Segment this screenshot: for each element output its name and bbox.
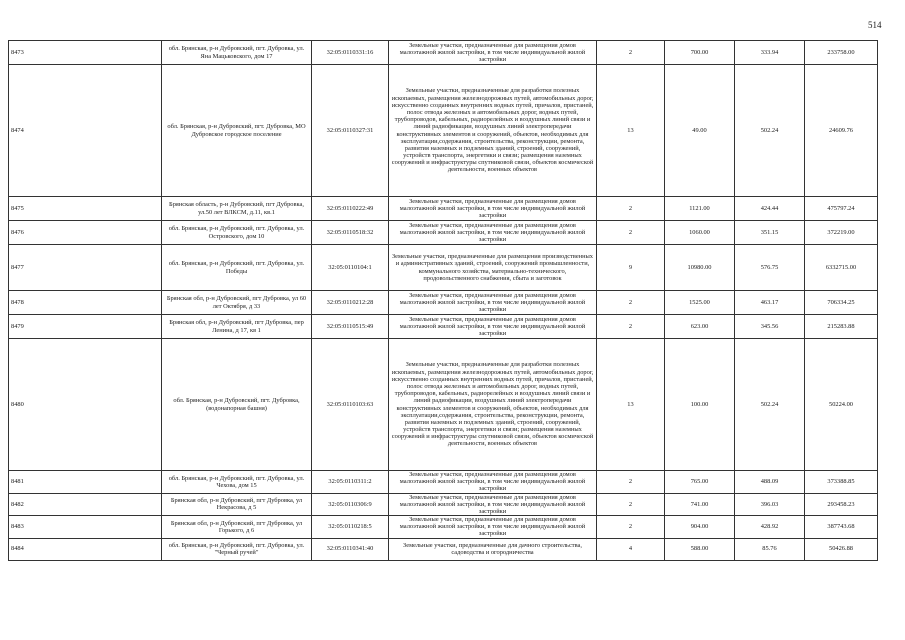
row-group: 2 xyxy=(597,41,665,65)
row-cadastral-number: 32:05:0110515:49 xyxy=(312,315,389,339)
table-row xyxy=(9,291,878,315)
row-cadastral-number: 32:05:0110306:9 xyxy=(312,493,389,516)
row-address: обл. Брянская, р-н Дубровский, пгт. Дубровка, МО Дубровское городское поселение xyxy=(162,65,312,197)
row-specific-value: 396.03 xyxy=(735,493,805,516)
row-specific-value: 576.75 xyxy=(735,245,805,291)
row-group: 2 xyxy=(597,221,665,245)
row-cadastral-number: 32:05:0110311:2 xyxy=(312,471,389,494)
row-address: обл. Брянская, р-н Дубровский, пгт. Дубровка, ул. Чехова, дом 15 xyxy=(162,471,312,494)
row-number: 8481 xyxy=(9,471,162,494)
row-permitted-use: Земельные участки, предназначенные для размещения домов малоэтажной жилой застройки, в том числе индивидуальной жилой застройки xyxy=(389,221,597,245)
row-address: Брянская обл, р-н Дубровский, пгт Дубровка, ул 60 лет Октября, д 33 xyxy=(162,291,312,315)
row-cadastral-value: 215283.88 xyxy=(805,315,878,339)
table-row xyxy=(9,245,878,291)
row-number: 8476 xyxy=(9,221,162,245)
row-area: 49.00 xyxy=(665,65,735,197)
row-address: Брянская обл, р-н Дубровский, пгт Дубровка, ул Горького, д 6 xyxy=(162,516,312,539)
row-group: 2 xyxy=(597,315,665,339)
row-cadastral-number: 32:05:0110331:16 xyxy=(312,41,389,65)
row-cadastral-number: 32:05:0110327:31 xyxy=(312,65,389,197)
row-number: 8478 xyxy=(9,291,162,315)
row-cadastral-value: 387743.68 xyxy=(805,516,878,539)
row-group: 13 xyxy=(597,65,665,197)
row-permitted-use: Земельные участки, предназначенные для дачного строительства, садоводства и огородничества xyxy=(389,538,597,560)
row-group: 2 xyxy=(597,471,665,494)
table-row xyxy=(9,471,878,494)
row-permitted-use: Земельные участки, предназначенные для размещения домов малоэтажной жилой застройки, в том числе индивидуальной жилой застройки xyxy=(389,315,597,339)
table-body xyxy=(9,41,878,561)
row-cadastral-value: 6332715.00 xyxy=(805,245,878,291)
row-address: Брянская область, р-н Дубровский, пгт Дубровка, ул.50 лет ВЛКСМ, д.11, кв.1 xyxy=(162,197,312,221)
row-cadastral-value: 50426.88 xyxy=(805,538,878,560)
row-group: 9 xyxy=(597,245,665,291)
row-number: 8479 xyxy=(9,315,162,339)
row-address: обл. Брянская, р-н Дубровский, пгт. Дубровка, ул. Яна Мацьковского, дом 17 xyxy=(162,41,312,65)
row-cadastral-number: 32:05:0110341:40 xyxy=(312,538,389,560)
table-row xyxy=(9,65,878,197)
row-cadastral-value: 24609.76 xyxy=(805,65,878,197)
row-number: 8473 xyxy=(9,41,162,65)
row-permitted-use: Земельные участки, предназначенные для разработки полезных ископаемых, размещения железнодорожных путей, автомобильных дорог, искусственно созданных внутренних водных путей, причалов, пристаней, полос отвода железных и автомобильных дорог, водных путей, трубопроводов, кабельных, радиорелейных и воздушных линий связи и линий радиофикации, воздушных линий электропередачи конструктивных элементов и сооружений, объектов, необходимых для эксплуатации,содержания, строительства, реконструкции, ремонта, развития наземных и подземных зданий, строений, сооружений, устройств транспорта, энергетики и связи; размещения наземных сооружений и инфраструктуры спутниковой связи, объектов космической деятельности, военных объектов xyxy=(389,65,597,197)
row-area: 10980.00 xyxy=(665,245,735,291)
row-cadastral-value: 372219.00 xyxy=(805,221,878,245)
row-group: 4 xyxy=(597,538,665,560)
row-area: 100.00 xyxy=(665,339,735,471)
row-cadastral-value: 706334.25 xyxy=(805,291,878,315)
row-area: 1525.00 xyxy=(665,291,735,315)
row-specific-value: 463.17 xyxy=(735,291,805,315)
cadastral-value-table xyxy=(8,40,878,561)
row-area: 765.00 xyxy=(665,471,735,494)
row-group: 2 xyxy=(597,291,665,315)
row-permitted-use: Земельные участки, предназначенные для размещения домов малоэтажной жилой застройки, в том числе индивидуальной жилой застройки xyxy=(389,41,597,65)
row-area: 700.00 xyxy=(665,41,735,65)
row-specific-value: 85.76 xyxy=(735,538,805,560)
table-row xyxy=(9,538,878,560)
row-number: 8484 xyxy=(9,538,162,560)
table-row xyxy=(9,41,878,65)
row-group: 2 xyxy=(597,516,665,539)
row-specific-value: 502.24 xyxy=(735,339,805,471)
row-specific-value: 502.24 xyxy=(735,65,805,197)
row-specific-value: 333.94 xyxy=(735,41,805,65)
row-permitted-use: Земельные участки, предназначенные для размещения домов малоэтажной жилой застройки, в том числе индивидуальной жилой застройки xyxy=(389,493,597,516)
row-cadastral-number: 32:05:0110218:5 xyxy=(312,516,389,539)
row-number: 8475 xyxy=(9,197,162,221)
row-cadastral-value: 373388.85 xyxy=(805,471,878,494)
row-cadastral-value: 233758.00 xyxy=(805,41,878,65)
table-row xyxy=(9,221,878,245)
row-cadastral-value: 50224.00 xyxy=(805,339,878,471)
row-cadastral-value: 475797.24 xyxy=(805,197,878,221)
row-cadastral-number: 32:05:0110103:63 xyxy=(312,339,389,471)
row-area: 1121.00 xyxy=(665,197,735,221)
row-address: обл. Брянская, р-н Дубровский, пгт. Дубровка, ул. Островского, дом 10 xyxy=(162,221,312,245)
row-permitted-use: Земельные участки, предназначенные для размещения домов малоэтажной жилой застройки, в том числе индивидуальной жилой застройки xyxy=(389,197,597,221)
row-address: обл. Брянская, р-н Дубровский, пгт. Дубровка, ул. Победы xyxy=(162,245,312,291)
row-group: 2 xyxy=(597,197,665,221)
row-cadastral-value: 293458.23 xyxy=(805,493,878,516)
row-specific-value: 424.44 xyxy=(735,197,805,221)
row-area: 588.00 xyxy=(665,538,735,560)
row-area: 1060.00 xyxy=(665,221,735,245)
row-permitted-use: Земельные участки, предназначенные для размещения производственных и административных зданий, строений, сооружений промышленности, коммунального хозяйства, материально-технического, продовольственного снабжения, сбыта и заготовок xyxy=(389,245,597,291)
row-area: 623.00 xyxy=(665,315,735,339)
table-row xyxy=(9,197,878,221)
row-address: обл. Брянская, р-н Дубровский, пгт. Дубровка, (водонапорная башня) xyxy=(162,339,312,471)
row-group: 13 xyxy=(597,339,665,471)
row-specific-value: 428.92 xyxy=(735,516,805,539)
row-number: 8482 xyxy=(9,493,162,516)
row-specific-value: 351.15 xyxy=(735,221,805,245)
row-group: 2 xyxy=(597,493,665,516)
row-area: 741.00 xyxy=(665,493,735,516)
row-permitted-use: Земельные участки, предназначенные для размещения домов малоэтажной жилой застройки, в том числе индивидуальной жилой застройки xyxy=(389,471,597,494)
row-number: 8480 xyxy=(9,339,162,471)
table-row xyxy=(9,339,878,471)
row-number: 8483 xyxy=(9,516,162,539)
row-number: 8474 xyxy=(9,65,162,197)
row-cadastral-number: 32:05:0110222:49 xyxy=(312,197,389,221)
row-address: Брянская обл, р-н Дубровский, пгт Дубровка, ул Некрасова, д 5 xyxy=(162,493,312,516)
row-permitted-use: Земельные участки, предназначенные для разработки полезных ископаемых, размещения железнодорожных путей, автомобильных дорог, искусственно созданных внутренних водных путей, причалов, пристаней, полос отвода железных и автомобильных дорог, водных путей, трубопроводов, кабельных, радиорелейных и воздушных линий связи и линий радиофикации, воздушных линий электропередачи конструктивных элементов и сооружений, объектов, необходимых для эксплуатации,содержания, строительства, реконструкции, ремонта, развития наземных и подземных зданий, строений, сооружений, устройств транспорта, энергетики и связи; размещения наземных сооружений и инфраструктуры спутниковой связи, объектов космической деятельности, военных объектов xyxy=(389,339,597,471)
row-address: Брянская обл, р-н Дубровский, пгт Дубровка, пер Ленина, д 17, кв 1 xyxy=(162,315,312,339)
table-row xyxy=(9,315,878,339)
row-permitted-use: Земельные участки, предназначенные для размещения домов малоэтажной жилой застройки, в том числе индивидуальной жилой застройки xyxy=(389,516,597,539)
table-row xyxy=(9,516,878,539)
row-number: 8477 xyxy=(9,245,162,291)
row-cadastral-number: 32:05:0110518:32 xyxy=(312,221,389,245)
row-specific-value: 345.56 xyxy=(735,315,805,339)
row-cadastral-number: 32:05:0110212:28 xyxy=(312,291,389,315)
row-permitted-use: Земельные участки, предназначенные для размещения домов малоэтажной жилой застройки, в том числе индивидуальной жилой застройки xyxy=(389,291,597,315)
page-number: 514 xyxy=(868,20,882,30)
row-area: 904.00 xyxy=(665,516,735,539)
table-row xyxy=(9,493,878,516)
row-address: обл. Брянская, р-н Дубровский, пгт. Дубровка, ул. "Черный ручей" xyxy=(162,538,312,560)
row-specific-value: 488.09 xyxy=(735,471,805,494)
row-cadastral-number: 32:05:0110104:1 xyxy=(312,245,389,291)
